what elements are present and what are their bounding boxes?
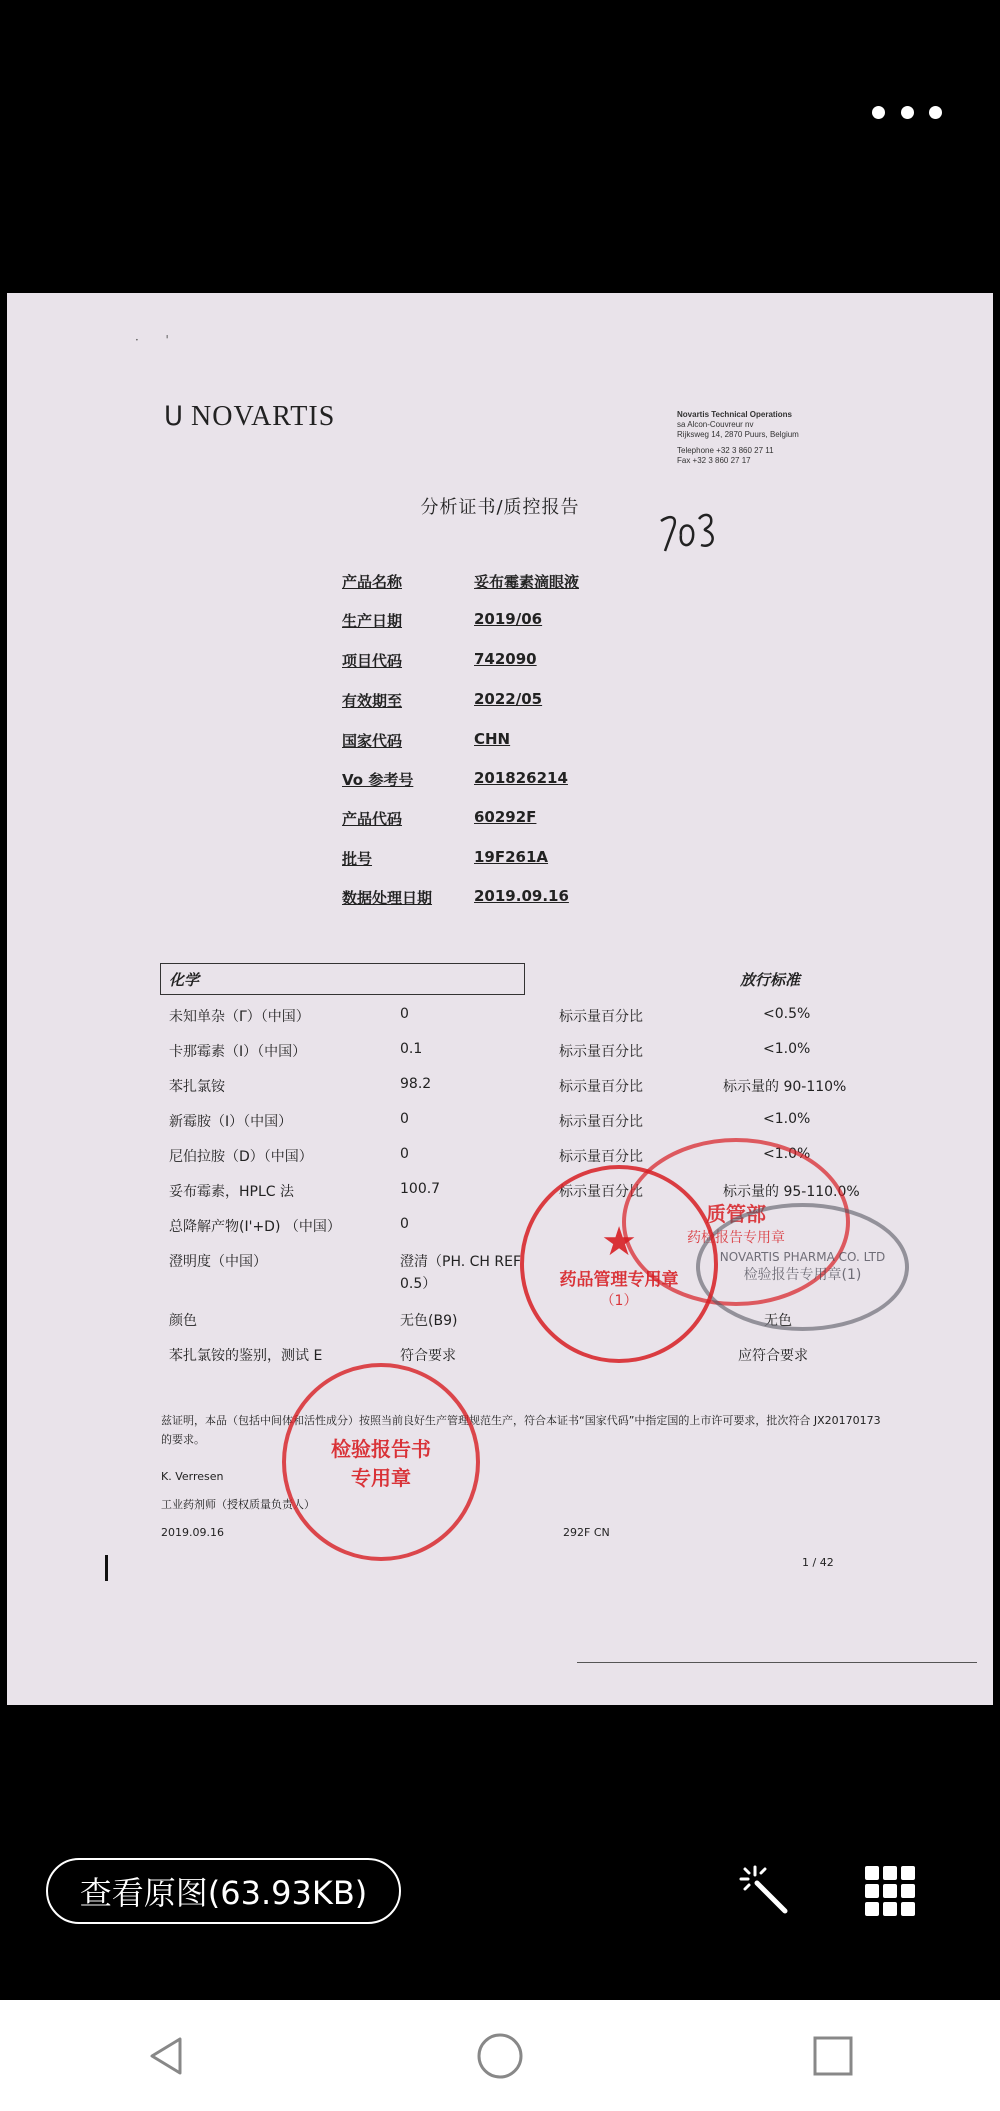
drug-admin-stamp: ★ 药品管理专用章 （1）	[520, 1165, 718, 1363]
chem-section-box	[160, 963, 525, 995]
document-title: 分析证书/质控报告	[420, 497, 580, 518]
novartis-pharma-stamp: NOVARTIS PHARMA CO. LTD 检验报告专用章(1)	[696, 1203, 909, 1331]
system-navigation-bar	[0, 2000, 1000, 2111]
field-item-code: 项目代码 742090	[342, 650, 537, 670]
novartis-flame-icon: ᑌ	[164, 402, 184, 432]
margin-mark	[105, 1555, 108, 1581]
document-image: · ' ᑌ NOVARTIS Novartis Technical Operations sa Alcon-Couvreur nv Rijksweg 14, 2870 Puurs, Belgium Telephone +32 3 860 27 11 Fax +32 3 860 27 17 分析证书/质控报告 产品名称 妥布霉素滴眼液 生产日期 2019/06 项目代码 742090 有效期至 2022/05 国家代码 CHN Vo 参考号 201826214 产品代码 60292F 批号 19F261A 数据处理日期 2019.09.16 化学 放行标准 未知单杂（Γ）（中国） 0 标示量百分比 <0.5% 卡那霉素（I）（中国） 0.1 标示量百分比 <1.0% 苯扎氯铵 98.2 标示量百分比 标示量的 90-110% 新霉胺（I）（中国） 0 标示量百分比 <1.0% 尼伯拉胺（D）（中国） 0 标示量百分比 <1.0% 妥布霉素，HPLC 法 100.7 标示量百分比 标示量的 95-110.0% 总降解产物(I'+D) （中国） 0 澄明度（中国） 澄清（PH. CH REF 0.5） 颜色 无色(B9) 无色 苯扎氯铵的鉴别，测试 E 符合要求 应符合要求 质管部 药检报告专用章 NOVARTIS PHARMA CO. LTD 检验报告专用章(1) ★ 药品管理专用章 （1） 兹证明，本品（包括中间体和活性成分）按照当前良好生产管理规范生产，符合本证书“国家代码”中指定国的上市许可要求，批次符合 JX20170173 的要求。 K. Verresen 工业药剂师（授权质量负责人） 2019.09.16 292F CN 1 / 42 检验报告书 专用章	[7, 293, 993, 1705]
handwritten-note	[655, 493, 735, 563]
field-processing-date: 数据处理日期 2019.09.16	[342, 887, 569, 907]
doc-code: 292F CN	[563, 1526, 610, 1539]
field-product-code: 产品代码 60292F	[342, 808, 537, 828]
release-standard-label: 放行标准	[740, 971, 801, 989]
home-button[interactable]	[460, 2016, 540, 2096]
more-options-button[interactable]	[872, 92, 942, 132]
more-dots-icon	[872, 106, 885, 119]
star-icon: ★	[601, 1218, 637, 1265]
grid-icon	[865, 1866, 915, 1916]
back-triangle-icon	[144, 2033, 190, 2079]
signer-title: 工业药剂师（授权质量负责人）	[161, 1498, 315, 1511]
inspection-report-stamp: 检验报告书 专用章	[282, 1363, 480, 1561]
field-product-name: 产品名称 妥布霉素滴眼液	[342, 573, 580, 591]
divider	[577, 1662, 977, 1663]
recents-button[interactable]	[793, 2016, 873, 2096]
conclusion-text: 兹证明，本品（包括中间体和活性成分）按照当前良好生产管理规范生产，符合本证书“国家代码”中指定国的上市许可要求，批次符合 JX20170173 的要求。	[161, 1414, 881, 1446]
view-original-button[interactable]: 查看原图(63.93KB)	[46, 1858, 401, 1924]
grid-view-button[interactable]	[855, 1856, 925, 1926]
home-circle-icon	[475, 2031, 525, 2081]
chem-section-label: 化学	[169, 971, 200, 989]
back-button[interactable]	[127, 2016, 207, 2096]
magic-wand-icon	[737, 1861, 793, 1921]
signer-name: K. Verresen	[161, 1470, 224, 1483]
company-info: Novartis Technical Operations sa Alcon-Couvreur nv Rijksweg 14, 2870 Puurs, Belgium Telephone +32 3 860 27 11 Fax +32 3 860 27 17	[677, 410, 799, 465]
field-batch-number: 批号 19F261A	[342, 848, 549, 868]
field-expiry-date: 有效期至 2022/05	[342, 690, 543, 710]
field-production-date: 生产日期 2019/06	[342, 610, 543, 630]
magic-wand-button[interactable]	[730, 1856, 800, 1926]
quality-dept-stamp: 质管部 药检报告专用章	[622, 1138, 850, 1306]
novartis-logo	[164, 401, 335, 433]
page-number: 1 / 42	[802, 1556, 834, 1569]
company-name: NOVARTIS	[191, 401, 336, 432]
field-vo-reference: Vo 参考号 201826214	[342, 769, 568, 789]
field-country-code: 国家代码 CHN	[342, 730, 511, 750]
recents-square-icon	[811, 2034, 855, 2078]
sign-date: 2019.09.16	[161, 1526, 224, 1539]
